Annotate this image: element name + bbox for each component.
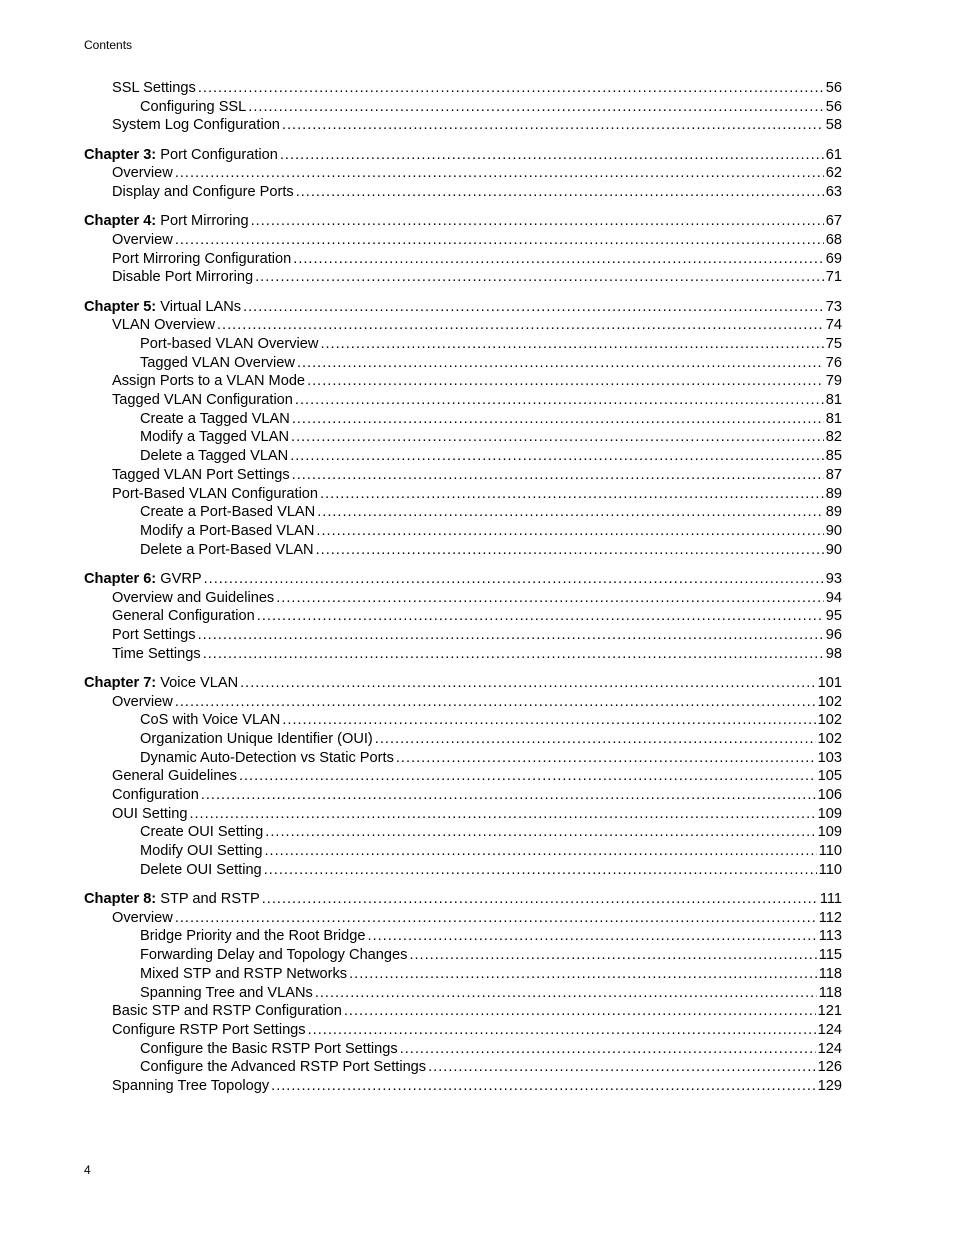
toc-entry-label: Delete a Tagged VLAN (140, 448, 289, 465)
toc-page-number: 113 (818, 928, 842, 945)
dot-leader (251, 212, 824, 231)
toc-entry-label: Configuring SSL (140, 98, 247, 115)
toc-entry-label: Delete OUI Setting (140, 861, 262, 878)
dot-leader (290, 447, 824, 466)
toc-page-number: 109 (817, 805, 842, 822)
toc-entry-label: Time Settings (112, 645, 201, 662)
toc-entry-link[interactable] (84, 98, 842, 117)
toc-entry-title (140, 965, 347, 984)
toc-entry-title (112, 786, 199, 805)
toc-entry-link[interactable] (84, 503, 842, 522)
dot-leader (308, 1021, 816, 1040)
toc-entry-link[interactable] (84, 316, 842, 335)
toc-entry-link[interactable] (84, 268, 842, 287)
dot-leader (257, 607, 824, 626)
toc-entry-link[interactable] (84, 466, 842, 485)
toc-chapter-entry[interactable] (84, 212, 842, 231)
toc-entry-title (140, 1058, 426, 1077)
toc-entry-title (140, 861, 262, 880)
toc-entry-link[interactable] (84, 693, 842, 712)
toc-entry-title (112, 626, 196, 645)
toc-entry-title (112, 231, 173, 250)
toc-entry-label: Configure the Advanced RSTP Port Settings (140, 1059, 427, 1076)
toc-entry-title (140, 335, 318, 354)
toc-chapter-entry[interactable] (84, 890, 842, 909)
toc-entry-link[interactable] (84, 730, 842, 749)
dot-leader (349, 965, 817, 984)
toc-entry-label: Voice VLAN (160, 674, 239, 691)
toc-entry-label: Basic STP and RSTP Configuration (112, 1003, 342, 1020)
toc-entry-title (112, 805, 187, 824)
toc-entry-title (140, 823, 263, 842)
toc-entry-label: General Guidelines (112, 768, 237, 785)
toc-entry-title (112, 466, 290, 485)
toc-entry-link[interactable] (84, 183, 842, 202)
toc-chapter-entry[interactable] (84, 298, 842, 317)
toc-entry-title (112, 183, 294, 202)
toc-entry-title (140, 354, 295, 373)
toc-entry-title (112, 767, 237, 786)
toc-entry-link[interactable] (84, 927, 842, 946)
chapter-number: Chapter 8: (84, 891, 157, 908)
toc-entry-link[interactable] (84, 749, 842, 768)
toc-page-number: 74 (825, 317, 842, 334)
dot-leader (198, 79, 824, 98)
toc-page-number: 58 (825, 117, 842, 134)
dot-leader (291, 428, 824, 447)
chapter-number: Chapter 7: (84, 674, 157, 691)
toc-entry-label: Modify OUI Setting (140, 843, 263, 860)
toc-entry-title (140, 730, 373, 749)
toc-entry-link[interactable] (84, 522, 842, 541)
toc-entry-label: Port-Based VLAN Configuration (112, 485, 319, 502)
toc-entry-label: Tagged VLAN Overview (140, 354, 295, 371)
toc-entry-link[interactable] (84, 861, 842, 880)
chapter-number: Chapter 3: (84, 146, 157, 163)
dot-leader (375, 730, 816, 749)
toc-entry-label: Port Settings (112, 626, 196, 643)
toc-page-number: 85 (825, 448, 842, 465)
toc-page-number: 121 (817, 1003, 842, 1020)
dot-leader (239, 767, 816, 786)
toc-entry-title (112, 316, 215, 335)
toc-entry-label: Display and Configure Ports (112, 184, 294, 201)
dot-leader (296, 183, 824, 202)
dot-leader (243, 298, 824, 317)
dot-leader (276, 589, 824, 608)
toc-entry-title (140, 711, 280, 730)
toc-entry-title (140, 503, 315, 522)
toc-page-number: 81 (825, 410, 842, 427)
toc-entry-link[interactable] (84, 1077, 842, 1096)
chapter-number: Chapter 5: (84, 298, 157, 315)
toc-entry-link[interactable] (84, 589, 842, 608)
toc-entry-link[interactable] (84, 485, 842, 504)
toc-page-number: 89 (825, 485, 842, 502)
toc-page-number: 95 (825, 608, 842, 625)
toc-entry-link[interactable] (84, 1021, 842, 1040)
dot-leader (282, 116, 824, 135)
dot-leader (320, 335, 823, 354)
toc-entry-link[interactable] (84, 372, 842, 391)
toc-entry-title (140, 410, 290, 429)
toc-entry-label: Spanning Tree Topology (112, 1077, 270, 1094)
toc-page-number: 76 (825, 354, 842, 371)
dot-leader (317, 503, 824, 522)
toc-entry-label: Configure RSTP Port Settings (112, 1021, 306, 1038)
toc-entry-title (112, 79, 196, 98)
toc-entry-label: Overview (112, 693, 173, 710)
toc-page-number: 62 (825, 165, 842, 182)
toc-entry-title (112, 693, 173, 712)
toc-page-number: 90 (825, 541, 842, 558)
dot-leader (204, 570, 824, 589)
table-of-contents (84, 79, 842, 1096)
toc-entry-link[interactable] (84, 946, 842, 965)
toc-page-number: 73 (825, 298, 842, 315)
toc-entry-label: Modify a Tagged VLAN (140, 429, 290, 446)
toc-entry-link[interactable] (84, 335, 842, 354)
dot-leader (264, 842, 816, 861)
toc-entry-link[interactable] (84, 645, 842, 664)
toc-entry-link[interactable] (84, 116, 842, 135)
toc-entry-link[interactable] (84, 428, 842, 447)
toc-entry-link[interactable] (84, 250, 842, 269)
toc-entry-link[interactable] (84, 626, 842, 645)
toc-entry-title (84, 570, 202, 589)
toc-entry-link[interactable] (84, 984, 842, 1003)
dot-leader (292, 466, 824, 485)
dot-leader (316, 541, 824, 560)
toc-entry-link[interactable] (84, 410, 842, 429)
toc-entry-link[interactable] (84, 447, 842, 466)
dot-leader (201, 786, 816, 805)
toc-entry-title (112, 909, 173, 928)
toc-entry-label: GVRP (160, 570, 202, 587)
toc-entry-title (84, 674, 238, 693)
toc-page-number: 126 (817, 1059, 842, 1076)
dot-leader (292, 410, 824, 429)
toc-entry-title (84, 298, 241, 317)
toc-entry-link[interactable] (84, 842, 842, 861)
toc-entry-title (112, 391, 293, 410)
toc-entry-title (140, 984, 313, 1003)
toc-entry-title (112, 1077, 269, 1096)
toc-page-number: 112 (818, 909, 842, 926)
dot-leader (189, 805, 815, 824)
toc-entry-label: Overview and Guidelines (112, 589, 275, 606)
toc-page-number: 96 (825, 626, 842, 643)
toc-entry-link[interactable] (84, 767, 842, 786)
dot-leader (217, 316, 824, 335)
toc-entry-label: Port Configuration (160, 146, 278, 163)
dot-leader (428, 1058, 816, 1077)
dot-leader (400, 1040, 816, 1059)
dot-leader (307, 372, 824, 391)
toc-page-number: 81 (825, 392, 842, 409)
chapter-number: Chapter 4: (84, 213, 157, 230)
toc-entry-title (140, 749, 394, 768)
toc-page-number: 93 (825, 570, 842, 587)
toc-entry-link[interactable] (84, 607, 842, 626)
toc-entry-label: Port-based VLAN Overview (140, 336, 319, 353)
toc-entry-label: Create a Port-Based VLAN (140, 504, 316, 521)
dot-leader (396, 749, 816, 768)
dot-leader (344, 1002, 816, 1021)
toc-entry-title (140, 428, 289, 447)
toc-entry-link[interactable] (84, 79, 842, 98)
toc-entry-label: OUI Setting (112, 805, 188, 822)
toc-page-number: 87 (825, 466, 842, 483)
toc-page-number: 68 (825, 232, 842, 248)
toc-entry-title (84, 890, 260, 909)
toc-entry-title (112, 1002, 342, 1021)
toc-entry-label: Configure the Basic RSTP Port Settings (140, 1040, 398, 1057)
toc-entry-label: Mixed STP and RSTP Networks (140, 965, 348, 982)
toc-entry-title (112, 607, 255, 626)
toc-entry-link[interactable] (84, 823, 842, 842)
dot-leader (262, 890, 818, 909)
toc-entry-title (140, 842, 262, 861)
toc-entry-label: Dynamic Auto-Detection vs Static Ports (140, 749, 394, 766)
toc-entry-link[interactable] (84, 354, 842, 373)
toc-entry-title (140, 522, 314, 541)
toc-entry-title (84, 146, 278, 165)
dot-leader (175, 164, 824, 183)
toc-chapter-entry[interactable] (84, 674, 842, 693)
toc-page-number: 110 (818, 861, 842, 878)
toc-page-number: 82 (825, 429, 842, 446)
running-header: Contents (84, 38, 133, 52)
toc-chapter-entry[interactable] (84, 146, 842, 165)
toc-entry-label: Overview (112, 909, 173, 926)
toc-page-number: 109 (817, 824, 842, 841)
dot-leader (271, 1077, 816, 1096)
toc-entry-title (140, 1040, 398, 1059)
toc-entry-label: Delete a Port-Based VLAN (140, 541, 314, 558)
toc-entry-title (140, 541, 314, 560)
toc-entry-label: Spanning Tree and VLANs (140, 984, 313, 1001)
page-number: 4 (84, 1163, 91, 1177)
toc-page-number: 71 (825, 269, 842, 286)
toc-entry-label: Create OUI Setting (140, 824, 264, 841)
dot-leader (264, 861, 817, 880)
dot-leader (203, 645, 824, 664)
toc-page-number: 89 (825, 504, 842, 521)
toc-entry-label: Tagged VLAN Configuration (112, 392, 293, 409)
toc-page-number: 124 (817, 1021, 842, 1038)
toc-entry-label: Port Mirroring Configuration (112, 250, 292, 267)
dot-leader (368, 927, 817, 946)
toc-entry-title (112, 1021, 306, 1040)
toc-page-number: 90 (825, 522, 842, 539)
toc-entry-label: Modify a Port-Based VLAN (140, 522, 315, 539)
toc-page-number: 67 (825, 213, 842, 230)
toc-entry-link[interactable] (84, 805, 842, 824)
toc-entry-label: Virtual LANs (160, 298, 242, 315)
toc-page-number: 101 (817, 674, 842, 691)
toc-page-number: 79 (825, 373, 842, 390)
toc-entry-label: Create a Tagged VLAN (140, 410, 290, 427)
toc-page-number: 105 (817, 768, 842, 785)
toc-entry-label: Configuration (112, 787, 199, 804)
toc-entry-link[interactable] (84, 1058, 842, 1077)
toc-page-number: 106 (817, 787, 842, 804)
toc-entry-title (112, 164, 173, 183)
dot-leader (320, 485, 824, 504)
toc-entry-title (112, 372, 305, 391)
toc-page-number: 102 (817, 693, 842, 710)
toc-entry-label: Forwarding Delay and Topology Changes (140, 947, 408, 964)
dot-leader (265, 823, 815, 842)
toc-entry-label: Assign Ports to a VLAN Mode (112, 373, 306, 390)
dot-leader (293, 250, 824, 269)
toc-entry-link[interactable] (84, 909, 842, 928)
toc-entry-title (140, 927, 366, 946)
toc-page-number: 63 (825, 184, 842, 201)
toc-entry-link[interactable] (84, 164, 842, 183)
toc-entry-label: System Log Configuration (112, 117, 280, 134)
dot-leader (295, 391, 824, 410)
dot-leader (315, 984, 817, 1003)
dot-leader (297, 354, 824, 373)
toc-entry-title (140, 946, 407, 965)
toc-page-number: 61 (825, 146, 842, 163)
dot-leader (409, 946, 816, 965)
toc-entry-title (112, 250, 291, 269)
toc-page-number: 98 (825, 645, 842, 662)
dot-leader (255, 268, 824, 287)
dot-leader (248, 98, 823, 117)
toc-page-number: 103 (817, 749, 842, 766)
toc-entry-title (112, 116, 280, 135)
toc-entry-label: Bridge Priority and the Root Bridge (140, 928, 366, 945)
toc-entry-title (84, 212, 249, 231)
toc-entry-title (112, 645, 201, 664)
toc-page-number: 115 (818, 947, 842, 964)
toc-entry-label: General Configuration (112, 608, 255, 625)
toc-entry-link[interactable] (84, 1002, 842, 1021)
chapter-number: Chapter 6: (84, 570, 157, 587)
toc-entry-label: Organization Unique Identifier (OUI) (140, 730, 373, 747)
toc-entry-label: SSL Settings (112, 80, 196, 96)
toc-entry-link[interactable] (84, 391, 842, 410)
toc-chapter-entry[interactable] (84, 570, 842, 589)
toc-entry-label: STP and RSTP (160, 891, 260, 908)
dot-leader (280, 146, 824, 165)
toc-page-number: 118 (818, 965, 842, 982)
toc-page-number: 102 (817, 712, 842, 729)
toc-entry-link[interactable] (84, 541, 842, 560)
toc-page-number: 102 (817, 730, 842, 747)
toc-page-number: 75 (825, 336, 842, 353)
toc-entry-label: Overview (112, 232, 173, 248)
toc-entry-link[interactable] (84, 965, 842, 984)
toc-entry-title (140, 98, 246, 117)
toc-entry-link[interactable] (84, 711, 842, 730)
dot-leader (316, 522, 823, 541)
toc-entry-label: CoS with Voice VLAN (140, 712, 281, 729)
toc-page-number: 56 (825, 98, 842, 115)
toc-page-number: 111 (819, 891, 842, 908)
toc-entry-title (112, 485, 318, 504)
toc-page-number: 94 (825, 589, 842, 606)
toc-entry-title (112, 268, 253, 287)
toc-page-number: 69 (825, 250, 842, 267)
dot-leader (175, 693, 816, 712)
toc-entry-link[interactable] (84, 786, 842, 805)
toc-entry-label: Port Mirroring (160, 213, 249, 230)
toc-entry-link[interactable] (84, 231, 842, 250)
dot-leader (282, 711, 815, 730)
dot-leader (240, 674, 816, 693)
toc-entry-label: VLAN Overview (112, 317, 215, 334)
toc-entry-title (140, 447, 288, 466)
toc-page-number: 124 (817, 1040, 842, 1057)
dot-leader (175, 231, 824, 250)
toc-entry-link[interactable] (84, 1040, 842, 1059)
dot-leader (175, 909, 817, 928)
toc-page-number: 118 (818, 984, 842, 1001)
toc-entry-label: Disable Port Mirroring (112, 269, 254, 286)
toc-page-number: 110 (818, 843, 842, 860)
toc-page-number: 129 (817, 1077, 842, 1094)
dot-leader (198, 626, 824, 645)
toc-entry-label: Tagged VLAN Port Settings (112, 466, 290, 483)
toc-entry-title (112, 589, 274, 608)
toc-page-number: 56 (825, 80, 842, 96)
toc-entry-label: Overview (112, 165, 173, 182)
